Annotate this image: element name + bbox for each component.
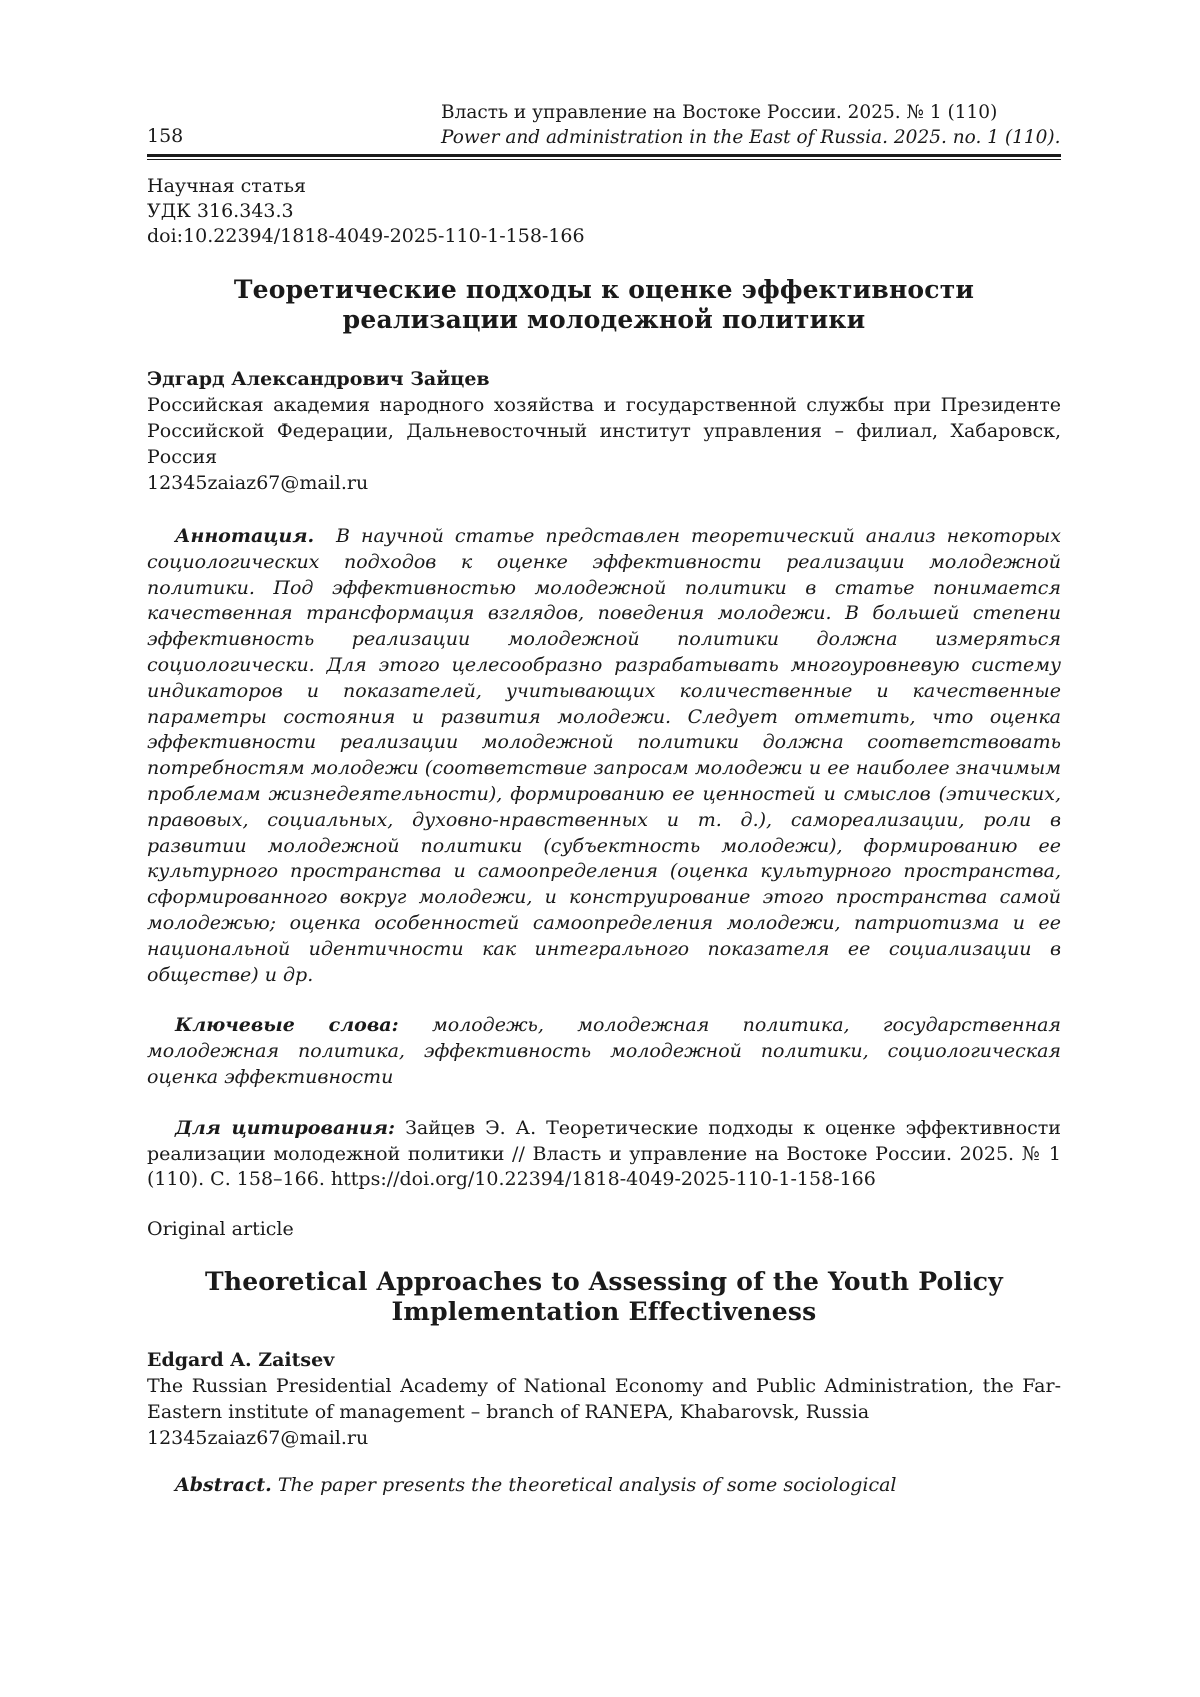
author-email-ru: 12345zaiaz67@mail.ru — [147, 472, 369, 494]
abstract-text-ru: В научной статье представлен теоретический анализ некоторых социологических подходов к оценке эффективности реализации молодежной политики. Под эффективностью молодежной политики в статье понимается качественная трансформация взглядов, поведения молодежи. В большей степени эффективность реализации молодежной политики должна измеряться социологически. Для этого целесообразно разрабатывать многоуровневую систему индикаторов и показателей, учитывающих количественные и качественные параметры состояния и развития молодежи. Следует отметить, что оценка эффективности реализации молодежной политики должна соответствовать потребностям молодежи (соответствие запросам молодежи и ее наиболее значимым проблемам жизнедеятельности), формированию ее ценностей и смыслов (этических, правовых, социальных, духовно-нравственных и т. д.), самореализации, роли в развитии молодежной политики (субъектность молодежи), формированию ее культурного пространства и самоопределения (оценка культурного пространства, сформированного вокруг молодежи, и конструирование этого пространства самой молодежью; оценка особенностей самоопределения молодежи, патриотизма и ее национальной идентичности как интегрального показателя ее социализации в обществе) и др. — [147, 525, 1061, 986]
keywords-ru — [147, 1013, 1061, 1090]
article-title-en — [147, 1267, 1061, 1327]
article-type-ru: Научная статья — [147, 175, 306, 197]
author-name-en: Edgard A. Zaitsev — [147, 1349, 335, 1372]
citation-label-ru: Для цитирования: — [175, 1116, 396, 1139]
abstract-ru — [147, 524, 1061, 988]
title-ru-line-1: Теоретические подходы к оценке эффективности — [233, 275, 975, 304]
page-number: 158 — [147, 125, 184, 147]
citation-text-ru[interactable]: Зайцев Э. А. Теоретические подходы к оценке эффективности реализации молодежной политики // Власть и управление на Востоке России. 2025. № 1 (110). С. 158–166. https://doi.org/10.22394/1818-4049-2025-110-1-158-166 — [147, 1116, 1061, 1191]
article-page — [147, 96, 1061, 1499]
journal-title-en: Power and administration in the East of Russia. 2025. no. 1 (110). — [441, 127, 1061, 148]
citation-ru — [147, 1116, 1061, 1193]
article-type-en: Original article — [147, 1218, 294, 1241]
title-ru-line-2: реализации молодежной политики — [342, 305, 866, 334]
doi-identifier: doi:10.22394/1818-4049-2025-110-1-158-166 — [147, 225, 585, 247]
keywords-text-ru: молодежь, молодежная политика, государственная молодежная политика, эффективность молодежной политики, социологическая оценка эффективности — [147, 1014, 1061, 1088]
running-header — [147, 96, 1061, 148]
title-en-line-1: Theoretical Approaches to Assessing of the Youth Policy — [205, 1267, 1003, 1297]
affiliation-ru: Российская академия народного хозяйства и государственной службы при Президенте Российской Федерации, Дальневосточный институт управления – филиал, Хабаровск, Россия — [147, 394, 1061, 468]
keywords-label-ru: Ключевые слова: — [175, 1014, 399, 1037]
author-email-en: 12345zaiaz67@mail.ru — [147, 1427, 369, 1450]
udc-code: УДК 316.343.3 — [147, 200, 294, 222]
title-en-line-2: Implementation Effectiveness — [391, 1297, 817, 1327]
abstract-label-en: Abstract. — [175, 1474, 272, 1497]
author-name-ru: Эдгард Александрович Зайцев — [147, 368, 490, 390]
article-title-ru — [147, 275, 1061, 335]
abstract-label-ru: Аннотация. — [175, 525, 315, 547]
journal-reference — [441, 100, 1061, 150]
article-meta — [147, 174, 1061, 249]
journal-title-ru: Власть и управление на Востоке России. 2025. № 1 (110) — [441, 102, 998, 123]
affiliation-en: The Russian Presidential Academy of National Economy and Public Administration, the Far-Eastern institute of management – branch of RANEPA, Khabarovsk, Russia — [147, 1375, 1061, 1424]
abstract-en — [147, 1473, 1061, 1499]
abstract-text-en: The paper presents the theoretical analysis of some sociological — [277, 1474, 897, 1497]
header-rule — [147, 154, 1061, 160]
